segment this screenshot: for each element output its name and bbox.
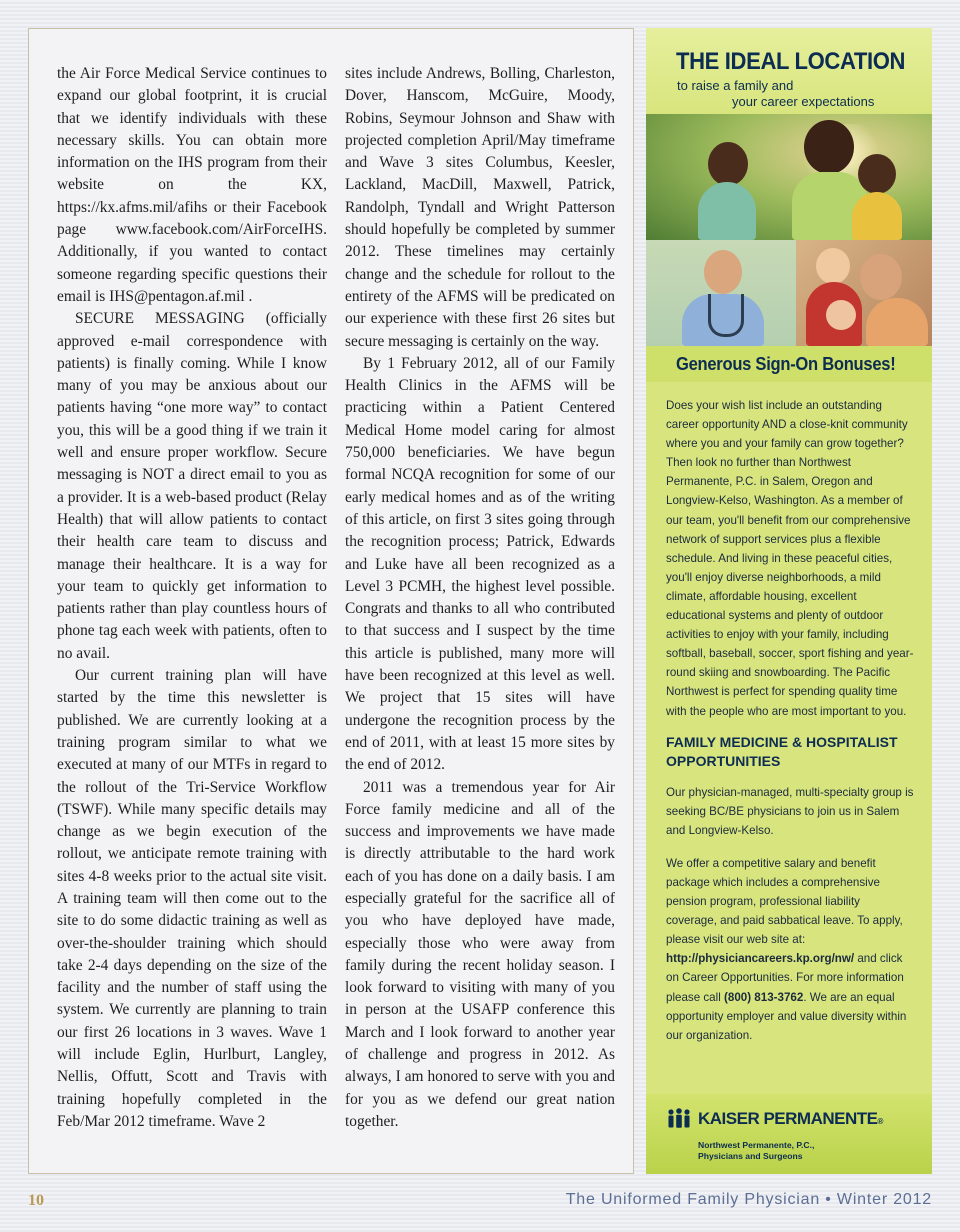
brand-subtitle-line2: Physicians and Surgeons [698, 1151, 803, 1161]
publication-footer: The Uniformed Family Physician • Winter 2012 [565, 1191, 932, 1208]
doctor-photo [646, 240, 796, 346]
article-column-left [57, 63, 327, 1133]
brand-subtitle-line1: Northwest Permanente, P.C., [698, 1140, 815, 1150]
ad-after-url-text: and click on Career Opportunities. For more information please call [666, 952, 904, 1004]
article-paragraph: the Air Force Medical Service continues to expand our global footprint, it is crucial that we identify individuals with these necessary skills. You can obtain more information on the IHS program from their website on the KX, https://kx.afms.mil/afihs or their Facebook page www.facebook.com/AirForceIHS. Additionally, if you wanted to contact someone regarding specific questions their email is IHS@pentagon.af.mil . [57, 65, 327, 305]
ad-group-text: Our physician-managed, multi-specialty group is seeking BC/BE physicians to join us in Salem and Longview-Kelso. [666, 785, 914, 837]
article-paragraph: Our current training plan will have started by the time this newsletter is published. We are currently looking at a training program similar to what we executed at many of our MTFs in regard to the rollout of the Tri-Service Workflow (TSWF). While many specific details may change as we begin execution of the rollout, we anticipate remote training with sites 4-8 weeks prior to the actual site visit. A training team will then come out to the site to do some didactic training as well as over-the-shoulder training which should take 2-4 days depending on the size of the facility and the number of staff using the system. We currently are planning to train our first 26 locations in 3 waves. Wave 1 will include Eglin, Hurlburt, Langley, Nellis, Offutt, Scott and Travis with training hopefully completed in the Feb/Mar 2012 timeframe. Wave 2 [57, 667, 327, 1130]
phone-number: (800) 813-3762 [724, 990, 804, 1004]
ad-subtitle-line2: your career expectations [732, 94, 875, 109]
opportunities-heading: FAMILY MEDICINE & HOSPITALIST OPPORTUNITIES [666, 733, 898, 769]
family-photo-collage [646, 114, 932, 346]
article-column-right [345, 63, 615, 1133]
ad-body [666, 396, 914, 1045]
article-paragraph: 2011 was a tremendous year for Air Force family medicine and all of the success and improvements we have made is directly attributable to the hard work each of you has done on a daily basis. I am especially grateful for the sacrifice all of you who have deployed have made, especially those who were away from family during the recent holiday season. I look forward to visiting with many of you in person at the USAFP conference this March and I look forward to another year of challenge and progress in 2012. As always, I am honored to serve with you and for you as we defend our great nation together. [345, 778, 615, 1130]
article-frame [28, 28, 634, 1174]
article-paragraph: By 1 February 2012, all of our Family Health Clinics in the AFMS will be practicing within a Patient Centered Medical Home model caring for almost 750,000 beneficiaries. We have begun formal NCQA recognition for some of our early medical homes and as of the writing of this article, on first 3 sites going through the recognition process; Patrick, Edwards and Luke have all been recognized as a Level 3 PCMH, the highest level possible. Congrats and thanks to all who contributed to that success and I suspect by the time this article is published, many more will have been recognized at this level as well. We project that 15 sites will have undergone the recognition process by the end of 2011, with at least 15 more sites by the end of 2012. [345, 354, 615, 774]
article-paragraph: SECURE MESSAGING (officially approved e-mail correspondence with patients) is finally coming. While I know many of you may be anxious about our patients having “one more way” to contact you, this will be a good thing if we train it well and ensure proper workflow. Secure messaging is NOT a direct email to you as a provider. It is a web-based product (Relay Health) that will allow patients to contact their health care team to discuss and manage their healthcare. It is a way for your team to quickly get information to patients rather than play countless hours of phone tag each week with patients, often to no avail. [57, 310, 327, 662]
careers-url-link[interactable]: http://physiciancareers.kp.org/nw/ [666, 952, 855, 966]
ad-offer-paragraph [666, 854, 914, 1045]
sign-on-bonus-banner [646, 346, 932, 382]
sign-on-bonus-text: Generous Sign-On Bonuses! [676, 354, 896, 374]
ad-subtitle-line1: to raise a family and [677, 78, 794, 93]
ad-offer-text: We offer a competitive salary and benefit package which includes a comprehensive pension program, professional liability coverage, and paid sabbatical leave. To apply, please visit our web site at: [666, 856, 903, 947]
ad-header [646, 28, 932, 114]
article-paragraph: sites include Andrews, Bolling, Charleston, Dover, Hanscom, McGuire, Moody, Robins, Seymour Johnson and Shaw with projected completion April/May timeframe and Wave 3 sites Columbus, Keesler, Lackland, MacDill, Maxwell, Patrick, Randolph, Tyndall and Wright Patterson should hopefully be completed by summer 2012. These timelines may certainly change and the schedule for rollout to the entirety of the AFMS will be predicated on our experience with these first 26 sites but secure messaging is certainly on the way. [345, 65, 615, 350]
kaiser-brand-band [646, 1094, 932, 1174]
ad-title: THE IDEAL LOCATION [676, 48, 906, 75]
page-number: 10 [28, 1192, 44, 1209]
ad-eeo-text: . We are an equal opportunity employer and value diversity within our organization. [666, 990, 907, 1042]
kaiser-brand-name: KAISER PERMANENTE® [698, 1109, 883, 1128]
kaiser-permanente-advertisement [646, 28, 932, 1174]
kaiser-people-logo-icon [666, 1108, 692, 1128]
family-outdoor-photo [646, 114, 932, 240]
ad-intro: Does your wish list include an outstanding career opportunity AND a close-knit community where you and your family can grow together? Then look no further than Northwest Permanente, P.C. in Salem, Oregon and Longview-Kelso, Washington. As a member of our team, you'll benefit from our comprehensive network of support services plus a flexible schedule. And living in these peaceful cities, you'll enjoy diverse neighborhoods, a mild climate, affordable housing, excellent educational systems and plenty of outdoor activities to enjoy with your family, including softball, baseball, soccer, sport fishing and year-round skiing and snowboarding. The Pacific Northwest is perfect for spending quality time with the people who are most important to you. [666, 399, 914, 718]
father-and-son-photo [796, 240, 932, 346]
registered-mark: ® [877, 1117, 883, 1126]
